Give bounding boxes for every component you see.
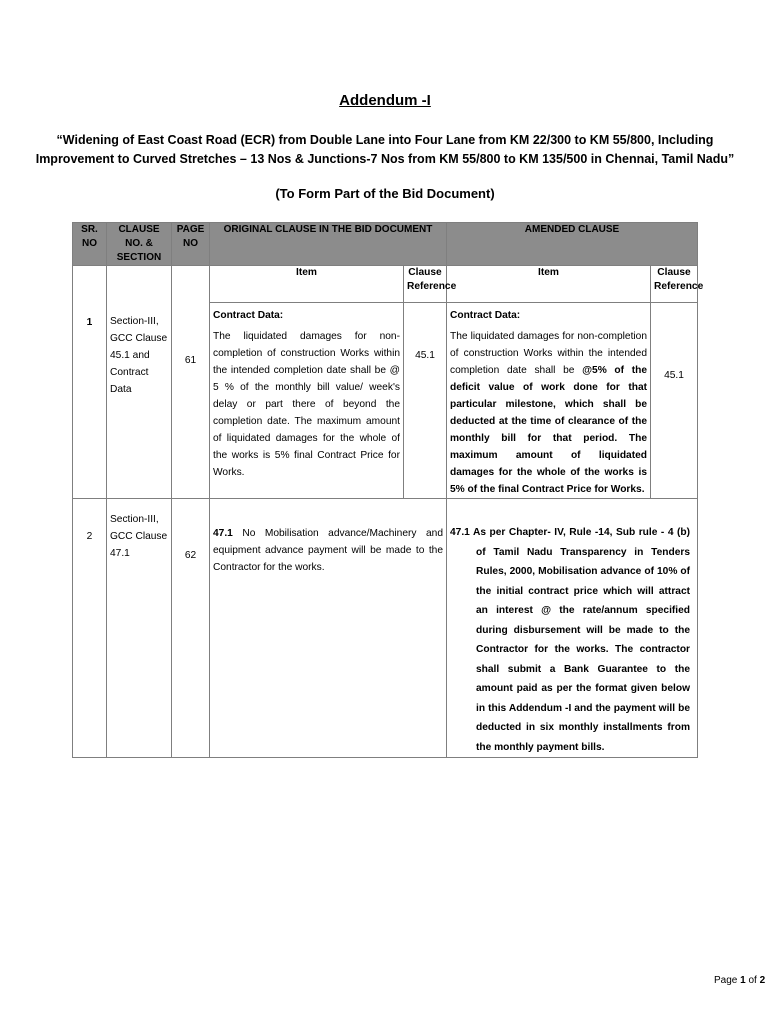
amended-text-plain: The liquidated damages for non-completion of construction Works within the intended completion date shall be — [450, 331, 647, 376]
clause-table — [72, 222, 704, 758]
cell-section-2 — [107, 499, 172, 758]
sr-number: 2 — [86, 531, 93, 542]
page-number: 61 — [184, 355, 197, 366]
header-clause-section: CLAUSE NO. & SECTION — [107, 223, 172, 266]
cell-amended-2 — [447, 499, 698, 758]
cell-amended-ref-1 — [651, 303, 698, 499]
cell-page-1 — [172, 266, 210, 499]
original-heading: Contract Data: — [213, 310, 284, 321]
amended-text: 47.1 As per Chapter- IV, Rule -14, Sub rule - 4 (b) of Tamil Nadu Transparency in Tenders Rules, 2000, Mobilisation advance of 10% of the initial contract price which will attract an interest @ the rate/annum specified during disbursement will be made to the Contractor for the works. The contractor shall submit a Bank Guarantee to the amount paid as per the format given below in this Addendum -I and the payment will be deducted in six monthly installments from the monthly payment bills. — [450, 527, 691, 753]
page-number: 62 — [184, 550, 197, 561]
amended-text — [450, 328, 647, 498]
header-original-clause: ORIGINAL CLAUSE IN THE BID DOCUMENT — [210, 223, 447, 266]
cell-page-2 — [172, 499, 210, 758]
original-clause-number: 47.1 — [213, 528, 233, 539]
section-text: Section-III, GCC Clause 45.1 and Contract Data — [110, 316, 168, 395]
cell-original-1 — [210, 303, 404, 499]
page-current: 1 — [740, 975, 746, 986]
page-of: of — [745, 975, 760, 986]
header-page-no: PAGE NO — [172, 223, 210, 266]
project-title: “Widening of East Coast Road (ECR) from Double Lane into Four Lane from KM 22/300 to KM 55/800, Including Improvement to Curved Stretches – 13 Nos & Junctions-7 Nos from KM 55/800 to KM 135/500 in Chennai, Tamil Nadu” — [35, 133, 735, 166]
table-row — [73, 499, 698, 758]
original-reference: 45.1 — [415, 350, 435, 361]
amended-heading: Contract Data: — [450, 310, 521, 321]
subheader-item: Item — [210, 266, 404, 303]
original-text: The liquidated damages for non-completion of construction Works within the intended completion date shall be @ 5 % of the monthly bill value/ week's delay or part there of beyond the completion date. The maximum amount of liquidated damages for the whole of the works is 5% final Contract Price for Works. — [213, 331, 400, 478]
page-total: 2 — [759, 975, 766, 986]
page-footer — [714, 975, 765, 986]
table-header-row — [73, 223, 698, 266]
page-label: Page — [714, 975, 741, 986]
header-sr-no: SR. NO — [73, 223, 107, 266]
table-subheader-row — [73, 266, 698, 303]
original-clause-text: No Mobilisation advance/Machinery and equipment advance payment will be made to the Contractor for the works. — [213, 528, 443, 573]
header-amended-clause: AMENDED CLAUSE — [447, 223, 698, 266]
subheader-item-amended: Item — [447, 266, 651, 303]
document-title: Addendum -I — [339, 92, 431, 109]
cell-original-ref-1 — [404, 303, 447, 499]
cell-section-1 — [107, 266, 172, 499]
amended-reference: 45.1 — [664, 370, 684, 381]
cell-sr-2 — [73, 499, 107, 758]
amended-text-bold: @5% of the deficit value of work done for that particular milestone, which shall be deducted at the time of clearance of the monthly bill for that period. The maximum amount of liquidated damages for the whole of the works is 5% of the final Contract Price for Works. — [450, 365, 648, 495]
subheader-clause-reference: Clause Reference — [404, 266, 447, 303]
original-text — [213, 525, 443, 576]
section-text: Section-III, GCC Clause 47.1 — [110, 514, 168, 559]
cell-amended-1 — [447, 303, 651, 499]
cell-original-2 — [210, 499, 447, 758]
subheader-clause-reference-amended: Clause Reference — [651, 266, 698, 303]
document-subtitle: (To Form Part of the Bid Document) — [275, 186, 495, 201]
cell-sr-1 — [73, 266, 107, 499]
sr-number: 1 — [86, 317, 93, 328]
